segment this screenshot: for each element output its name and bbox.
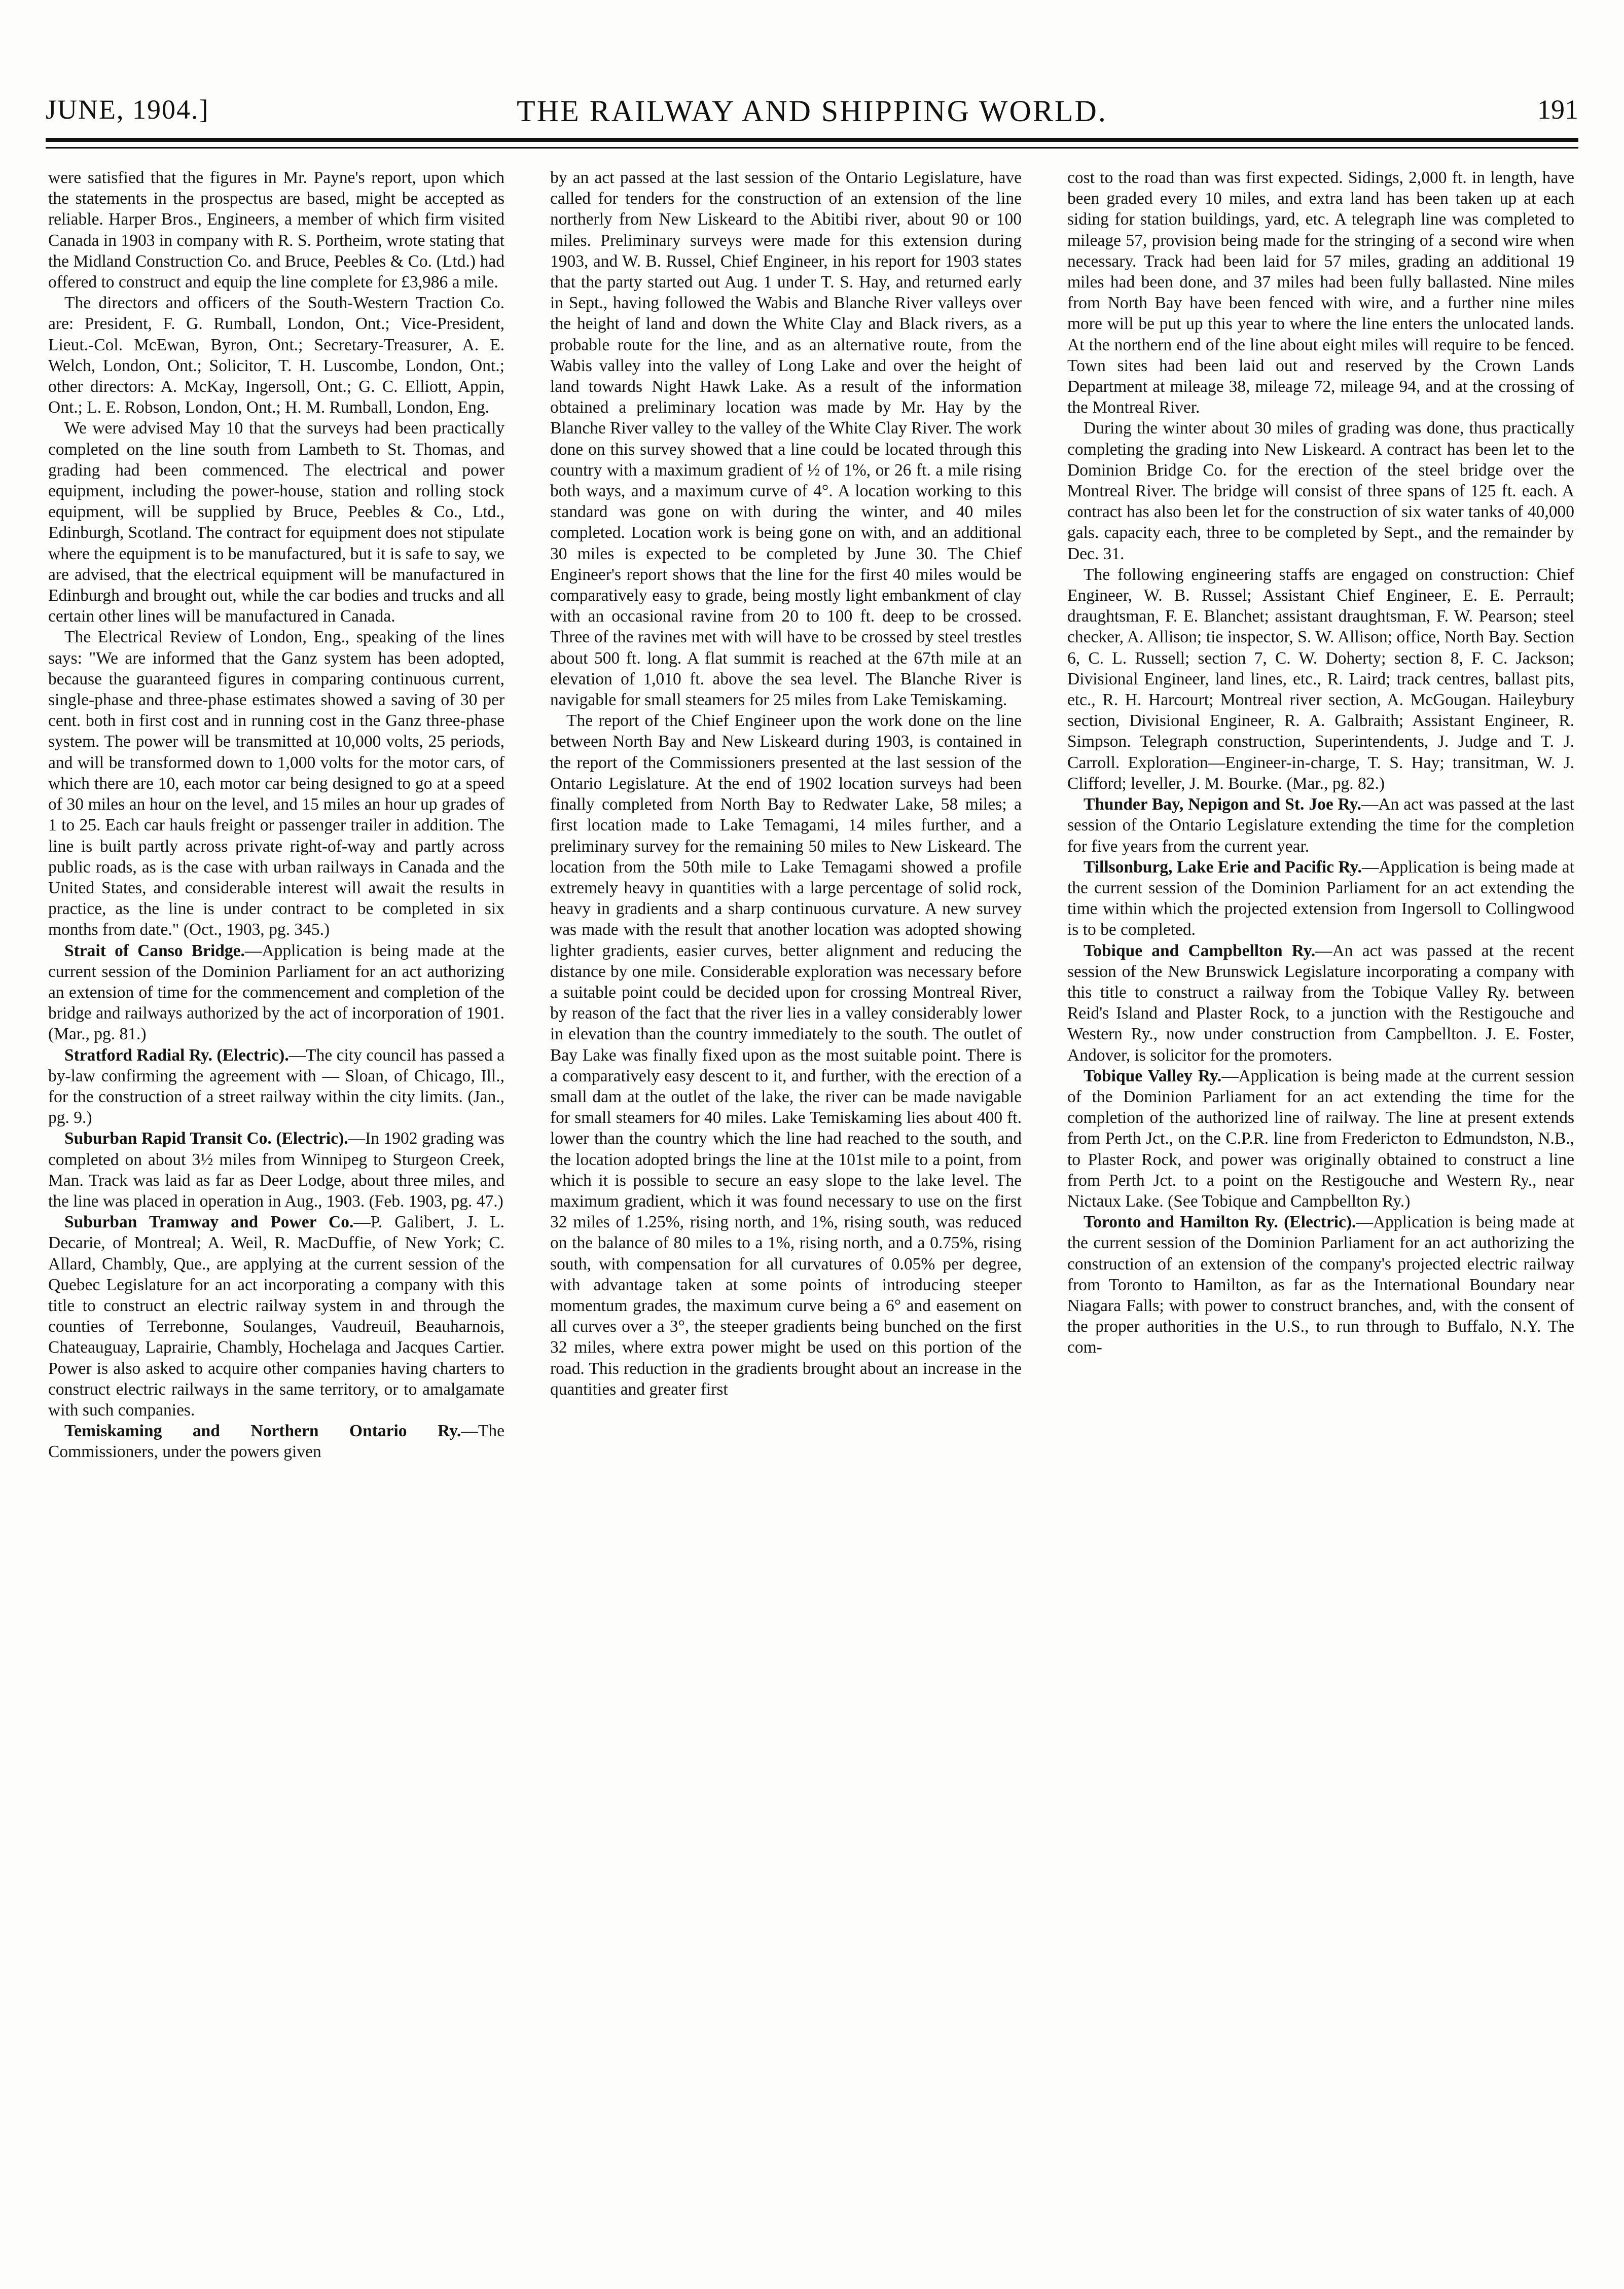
article-entry — [1067, 940, 1574, 1066]
paragraph: The directors and officers of the South-Western Traction Co. are: President, F. G. Rumball, London, Ont.; Vice-President, Lieut.-Col. McEwan, Byron, Ont.; Secretary-Treasurer, A. E. Welch, London, Ont.; Solicitor, T. H. Luscombe, London, Ont.; other directors: A. McKay, Ingersoll, Ont.; G. C. Elliott, Appin, Ont.; L. E. Robson, London, Ont.; H. M. Rumball, London, Eng. — [48, 294, 504, 417]
entry-heading: Suburban Tramway and Power Co. — [64, 1213, 354, 1232]
article-entry — [1067, 1212, 1574, 1358]
entry-body: —An act was passed at the recent session of the New Brunswick Legislature incorporating a company with this title to construct a railway from the Tobique Valley Ry. between Reid's Island and Plaster Rock, to a junction with the Restigouche and Western Ry., now under construction from Campbellton. J. E. Foster, Andover, is solicitor for the promoters. — [1067, 941, 1574, 1065]
paragraph: We were advised May 10 that the surveys had been practically completed on the line south from Lambeth to St. Thomas, and grading had been commenced. The electrical and power equipment, including the power-house, station and rolling stock equipment, will be supplied by Bruce, Peebles & Co., Ltd., Edinburgh, Scotland. The contract for equipment does not stipulate where the equipment is to be manufactured, but it is safe to say, we are advised, that the electrical equipment will be manufactured in Edinburgh and brought out, while the car bodies and trucks and all certain other lines will be manufactured in Canada. — [48, 419, 504, 626]
entry-body: —Application is being made at the current session of the Dominion Parliament for an act authorizing an extension of time for the commencement and completion of the bridge and railways authorized by the act of incorporation of 1901. (Mar., pg. 81.) — [48, 941, 504, 1044]
entry-heading: Tobique and Campbellton Ry. — [1084, 941, 1316, 960]
paragraph: The Electrical Review of London, Eng., speaking of the lines says: "We are informed that the Ganz system has been adopted, because the guaranteed figures in comparing continuous current, single-phase and three-phase estimates showed a saving of 30 per cent. both in first cost and in running cost in the Ganz three-phase system. The power will be transmitted at 10,000 volts, 25 periods, and will be transformed down to 1,000 volts for the motor cars, of which there are 10, each motor car being designed to go at a speed of 30 miles an hour on the level, and 15 miles an hour up grades of 1 to 25. Each car hauls freight or passenger trailer in addition. The line is built partly across private right-of-way and partly across public roads, as is the case with urban railways in Canada and the United States, and considerable interest will await the results in practice, as the line is under contract to be completed in six months from date." (Oct., 1903, pg. 345.) — [48, 628, 504, 939]
header-date: JUNE, 1904.] — [46, 94, 209, 125]
publication-title: THE RAILWAY AND SHIPPING WORLD. — [517, 94, 1107, 128]
entry-body: —In 1902 grading was completed on about 3½ miles from Winnipeg to Sturgeon Creek, Man. Track was laid as far as Deer Lodge, about three miles, and the line was placed in operation in Aug., 1903. (Feb. 1903, pg. 47.) — [48, 1129, 504, 1211]
column-1 — [48, 167, 504, 2251]
paragraph: by an act passed at the last session of the Ontario Legislature, have called for tenders for the construction of an extension of the line northerly from New Liskeard to the Abitibi river, about 90 or 100 miles. Preliminary surveys were made for this extension during 1903, and W. B. Russel, Chief Engineer, in his report for 1903 states that the party started out Aug. 1 under T. S. Hay, and returned early in Sept., having followed the Wabis and Blanche River valleys over the height of land and down the White Clay and Black rivers, as a probable route for the line, and as an alternative route, from the Wabis valley into the valley of Long Lake and over the height of land towards Night Hawk Lake. As a result of the information obtained a preliminary location was made by Mr. Hay by the Blanche River valley to the valley of the White Clay River. The work done on this survey showed that a line could be located through this country with a maximum gradient of ½ of 1%, or 26 ft. a mile rising both ways, and a maximum curve of 4°. A location working to this standard was gone on with during the winter, and 40 miles completed. Location work is being gone on with, and an additional 30 miles is expected to be completed by June 30. The Chief Engineer's report shows that the line for the first 40 miles would be comparatively easy to grade, being mostly light embankment of clay with an occasional ravine from 20 to 100 ft. deep to be crossed. Three of the ravines met with will have to be crossed by steel trestles about 500 ft. long. A flat summit is reached at the 67th mile at an elevation of 1,010 ft. above the sea level. The Blanche River is navigable for small steamers for 25 miles from Lake Temiskaming. — [550, 168, 1022, 710]
entry-body: —The Commissioners, under the powers given — [48, 1422, 504, 1462]
page-number: 191 — [1537, 94, 1578, 125]
entry-heading: Temiskaming and Northern Ontario Ry. — [64, 1422, 461, 1441]
article-entry — [1067, 1066, 1574, 1212]
entry-body: —An act was passed at the last session of the Ontario Legislature extending the time for the completion for five years from the current year. — [1067, 795, 1574, 856]
paragraph: The report of the Chief Engineer upon the work done on the line between North Bay and New Liskeard during 1903, is contained in the report of the Commissioners presented at the last session of the Ontario Legislature. At the end of 1902 location surveys had been finally completed from North Bay to Redwater Lake, 58 miles; a first location made to Lake Temagami, 14 miles further, and a preliminary survey for the remaining 50 miles to New Liskeard. The location from the 50th mile to Lake Temagami showed a profile extremely heavy in quantities with a large percentage of solid rock, heavy in gradients and a sharp continuous curvature. A new survey was made with the result that another location was adopted showing lighter gradients, easier curves, better alignment and reducing the distance by one mile. Considerable exploration was necessary before a suitable point could be decided upon for crossing Montreal River, by reason of the fact that the river lies in a valley considerably lower in elevation than the country immediately to the south. The outlet of Bay Lake was finally fixed upon as the most suitable point. There is a comparatively easy descent to it, and further, with the erection of a small dam at the outlet of the lake, the river can be made navigable for small steamers for 40 miles. Lake Temiskaming lies about 400 ft. lower than the country which the line had reached to the south, and the location adopted brings the line at the 101st mile to a point, from which it is possible to secure an easy slope to the lake level. The maximum gradient, which it was found necessary to use on the first 32 miles of 1.25%, rising north, and 1%, rising south, was reduced on the balance of 80 miles to a 1%, rising north, and a 0.75%, rising south, with compensation for all curvatures of 0.05% per degree, with advantage taken at some points of introducing steeper momentum grades, the maximum curve being a 6° and easement on all curves over a 3°, the steeper gradients being bunched on the first 32 miles, where extra power might be used on this portion of the road. This reduction in the gradients brought about an increase in the quantities and greater first — [550, 711, 1022, 1399]
entry-heading: Tobique Valley Ry. — [1084, 1066, 1222, 1085]
header-rule-thin — [46, 147, 1578, 149]
article-entry — [48, 1212, 504, 1421]
entry-heading: Thunder Bay, Nepigon and St. Joe Ry. — [1084, 795, 1361, 814]
entry-heading: Suburban Rapid Transit Co. (Electric). — [64, 1129, 348, 1148]
column-2 — [550, 167, 1022, 2251]
entry-body: —P. Galibert, J. L. Decarie, of Montreal; A. Weil, R. MacDuffie, of New York; C. Allard, Chambly, Que., are applying at the current session of the Quebec Legislature for an act incorporating a company with this title to construct an electric railway system in and through the counties of Terrebonne, Soulanges, Vaudreuil, Beauharnois, Chateauguay, Laprairie, Chambly, Hochelaga and Jacques Cartier. Power is also asked to acquire other companies having charters to construct electric railways in the same territory, or to amalgamate with such companies. — [48, 1213, 504, 1420]
column-3 — [1067, 167, 1574, 2251]
entry-heading: Toronto and Hamilton Ry. (Electric). — [1084, 1213, 1356, 1232]
entry-body: —The city council has passed a by-law confirming the agreement with — Sloan, of Chicago, Ill., for the construction of a street railway within the city limits. (Jan., pg. 9.) — [48, 1045, 504, 1128]
entry-heading: Stratford Radial Ry. (Electric). — [64, 1045, 289, 1065]
article-entry — [48, 940, 504, 1045]
article-entry — [48, 1128, 504, 1212]
article-entry — [48, 1421, 504, 1462]
article-entry — [48, 1045, 504, 1129]
paragraph: During the winter about 30 miles of grading was done, thus practically completing the grading into New Liskeard. A contract has been let to the Dominion Bridge Co. for the erection of the steel bridge over the Montreal River. The bridge will consist of three spans of 125 ft. each. A contract has also been let for the construction of six water tanks of 40,000 gals. capacity each, three to be completed by Sept., and the remainder by Dec. 31. — [1067, 419, 1574, 563]
paragraph: cost to the road than was first expected. Sidings, 2,000 ft. in length, have been graded every 10 miles, and extra land has been taken up at each siding for station buildings, yard, etc. A telegraph line was completed to mileage 57, provision being made for the stringing of a second wire when necessary. Track had been laid for 57 miles, grading an additional 19 miles had been done, and 37 miles had been fully ballasted. Nine miles from North Bay have been fenced with wire, and a further nine miles more will be put up this year to where the line enters the unlocated lands. At the northern end of the line about eight miles will require to be fenced. Town sites had been laid out and reserved by the Crown Lands Department at mileage 38, mileage 72, mileage 94, and at the crossing of the Montreal River. — [1067, 168, 1574, 417]
paragraph: The following engineering staffs are engaged on construction: Chief Engineer, W. B. Russel; Assistant Chief Engineer, E. E. Perrault; draughtsman, F. E. Blanchet; assistant draughtsman, F. W. Pearson; steel checker, A. Allison; tie inspector, S. W. Allison; office, North Bay. Section 6, C. L. Russell; section 7, C. W. Doherty; section 8, F. C. Jackson; Divisional Engineer, land lines, etc., R. Laird; track centres, ballast pits, etc., R. H. Harcourt; Montreal river section, A. McGougan. Haileybury section, Divisional Engineer, R. A. Galbraith; Assistant Engineer, R. Simpson. Telegraph construction, Superintendents, J. Judge and T. J. Carroll. Exploration—Engineer-in-charge, T. S. Hay; transitman, W. J. Clifford; leveller, J. M. Bourke. (Mar., pg. 82.) — [1067, 565, 1574, 793]
entry-body: —Application is being made at the current session of the Dominion Parliament for an act extending the time within which the projected extension from Ingersoll to Collingwood is to be completed. — [1067, 857, 1574, 939]
entry-heading: Strait of Canso Bridge. — [64, 941, 245, 960]
article-entry — [1067, 857, 1574, 940]
paragraph: were satisfied that the figures in Mr. Payne's report, upon which the statements in the prospectus are based, might be accepted as reliable. Harper Bros., Engineers, a member of which firm visited Canada in 1903 in company with R. S. Portheim, wrote stating that the Midland Construction Co. and Bruce, Peebles & Co. (Ltd.) had offered to construct and equip the line complete for £3,986 a mile. — [48, 168, 504, 292]
header-rule-thick — [46, 138, 1578, 142]
entry-body: —Application is being made at the current session of the Dominion Parliament for an act extending the time for the completion of the authorized line of railway. The line at present extends from Perth Jct., on the C.P.R. line from Fredericton to Edmundston, N.B., to Plaster Rock, and power was originally obtained to construct a line from Perth Jct. to a point on the Restigouche and Western Ry., near Nictaux Lake. (See Tobique and Campbellton Ry.) — [1067, 1066, 1574, 1211]
page-header — [46, 94, 1578, 134]
article-entry — [1067, 794, 1574, 857]
entry-heading: Tillsonburg, Lake Erie and Pacific Ry. — [1084, 857, 1362, 877]
entry-body: —Application is being made at the current session of the Dominion Parliament for an act authorizing the construction of an extension of the company's projected electric railway from Toronto to Hamilton, as far as the International Boundary near Niagara Falls; with power to construct branches, and, with the consent of the proper authorities in the U.S., to run through to Buffalo, N.Y. The com- — [1067, 1213, 1574, 1357]
